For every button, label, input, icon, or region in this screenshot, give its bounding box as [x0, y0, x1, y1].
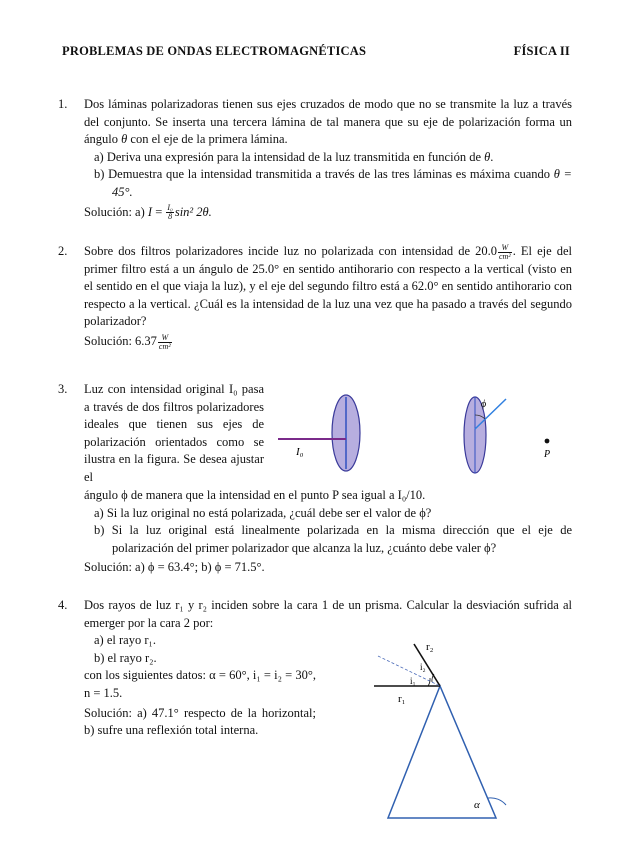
label-I0: I₀: [296, 446, 304, 458]
problem-1-statement: [84, 96, 572, 149]
fraction-numerator: I₀: [167, 203, 173, 213]
problem-4-part-b: b) el rayo r₂.: [94, 650, 157, 665]
problem-4-data: con los siguientes datos: α = 60°, i₁ = i₂ = 30°, n = 1.5.: [84, 668, 316, 700]
unit-denominator: cm²: [498, 251, 511, 261]
part-a-text: a) Deriva una expresión para la intensidad de la luz transmitida en función de: [94, 149, 485, 164]
part-a-end: .: [490, 149, 494, 164]
label-i1: i₁: [410, 676, 416, 686]
problem-4-part-a: a) el rayo r₁.: [94, 633, 156, 648]
i1-arc: [428, 678, 430, 686]
label-alpha: α: [474, 799, 480, 811]
prism-figure: [370, 630, 570, 830]
header-title: PROBLEMAS DE ONDAS ELECTROMAGNÉTICAS: [62, 44, 367, 58]
point-P: [545, 439, 550, 444]
label-i2: i₂: [420, 662, 426, 672]
label-P: P: [544, 449, 551, 460]
label-r2: r₂: [426, 641, 434, 653]
problem-1-number: 1.: [58, 97, 68, 111]
prism-triangle: [388, 686, 496, 818]
unit-fraction: [498, 244, 512, 261]
problem-3-number: 3.: [58, 382, 68, 396]
problem-2-text-b: . El eje del primer filtro está a un ángulo de 25.0° en sentido antihorario con respecto a la vertical (visto en el sentido en el que viaja la luz), y el eje del segundo filtro está a 62.0° en sentido antihorario con respecto a la vertical. ¿Cuál es la intensidad de la luz una vez que ha pasado a través del segundo polarizador?: [84, 244, 572, 329]
problem-3-statement-wrapped: [84, 381, 264, 487]
problem-4-solution: Solución: a) 47.1° respecto de la horizontal; b) sufre una reflexión total interna.: [84, 705, 316, 738]
intensity-symbol: I: [147, 204, 153, 219]
theta-symbol: θ: [121, 132, 128, 147]
unit-numerator: W: [498, 244, 512, 253]
problem-1-text-a: Dos láminas polarizadoras tienen sus ejes cruzados de modo que no se transmite la luz a través del conjunto. Se inserta una tercera lámina de tal manera que su eje de polarización forma un ángulo: [84, 97, 572, 147]
equals-sign: =: [152, 204, 166, 219]
problem-2-solution: [84, 333, 572, 351]
solution-unit-fraction: [158, 334, 172, 351]
unit-denominator: cm²: [158, 341, 171, 351]
part-b-text: b) Demuestra que la intensidad transmitida a través de las tres láminas es máxima cuando: [94, 167, 554, 182]
polarizer-figure: [270, 385, 570, 485]
problem-2: [58, 243, 572, 351]
problem-2-statement: [84, 243, 572, 331]
solution-label: Solución: a): [84, 204, 148, 219]
problem-1-text-b: con el eje de la primera lámina.: [127, 132, 288, 147]
problem-2-number: 2.: [58, 244, 68, 258]
unit-numerator: W: [158, 334, 172, 343]
fraction-denominator: 8: [168, 212, 173, 222]
solution-expression: sin² 2θ.: [174, 204, 212, 219]
label-r1: r₁: [398, 693, 406, 705]
theta-symbol: θ: [484, 149, 491, 164]
problem-3-text-a: Luz con intensidad original I₀ pasa a través de dos filtros polarizadores ideales que tienen sus ejes de polarización orientados como se ilustra en la figura. Se desea ajustar el: [84, 382, 264, 484]
solution-fraction: [166, 204, 173, 221]
i2-arc: [432, 674, 434, 682]
problem-1-part-b: [94, 166, 572, 201]
problem-2-text-a: Sobre dos filtros polarizadores incide luz no polarizada con intensidad de 20.0: [84, 244, 497, 258]
header-subject: FÍSICA II: [513, 44, 570, 58]
page-header: [62, 44, 570, 59]
part-b-value: θ = 45°.: [112, 167, 572, 199]
problem-4-number: 4.: [58, 598, 68, 612]
solution-text: Solución: 6.37: [84, 334, 157, 348]
problem-3-part-b: b) Si la luz original está linealmente polarizada en la misma dirección que el eje de polarización del primer polarizador que alcanza la luz, ¿cuánto debe valer ϕ?: [94, 523, 572, 555]
problem-4-statement: Dos rayos de luz r₁ y r₂ inciden sobre la cara 1 de un prisma. Calcular la desviación sufrida al emerger por la cara 2 por:: [84, 598, 572, 630]
problem-1-solution: [84, 204, 572, 222]
label-phi: ϕ: [481, 399, 487, 410]
problem-1: [58, 96, 572, 221]
problem-3-solution: Solución: a) ϕ = 63.4°; b) ϕ = 71.5°.: [84, 560, 265, 575]
problem-3-part-a: a) Si la luz original no está polarizada, ¿cuál debe ser el valor de ϕ?: [94, 505, 432, 520]
problem-3-statement-cont: ángulo ϕ de manera que la intensidad en el punto P sea igual a I₀/10.: [84, 488, 426, 502]
problem-1-part-a: [94, 149, 572, 167]
